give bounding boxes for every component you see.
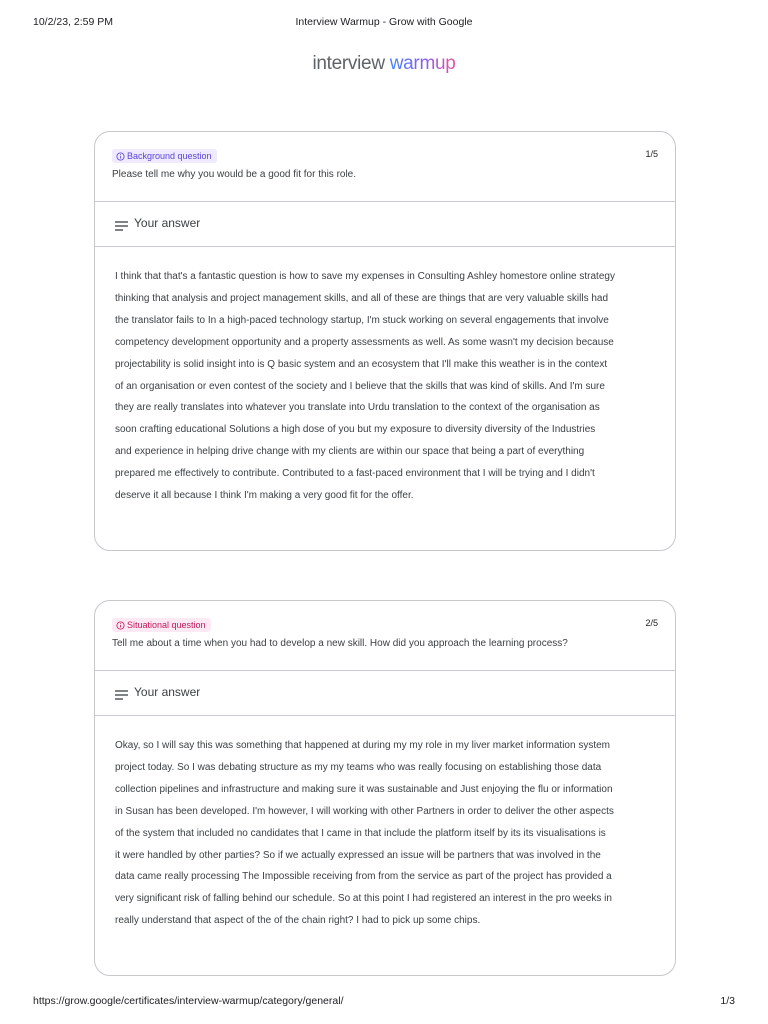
answer-header[interactable]: [95, 202, 675, 247]
answer-line: of the system that included no candidates that I came in that include the platform itself by its its visualisations is: [115, 827, 606, 839]
answer-line: deserve it all because I think I'm making a very good fit for the offer.: [115, 490, 414, 502]
answer-line: projectability is solid insight into is Q basic system and an ecosystem that I'll make this weather is in the context: [115, 358, 608, 370]
print-datetime: 10/2/23, 2:59 PM: [33, 16, 113, 28]
answer-text: [95, 716, 675, 932]
print-url: https://grow.google/certificates/interview-warmup/category/general/: [33, 995, 344, 1007]
question-type-badge: [112, 618, 211, 632]
question-header: [95, 132, 675, 202]
question-header: [95, 601, 675, 671]
answer-line: I think that that's a fantastic question is how to save my expenses in Consulting Ashley homestore online strategy: [115, 271, 615, 282]
your-answer-label: Your answer: [134, 685, 201, 699]
question-text: Please tell me why you would be a good fit for this role.: [112, 169, 357, 180]
interview-warmup-logo[interactable]: [0, 53, 768, 75]
info-icon: [116, 152, 125, 161]
answer-line: they are really translates into whatever you translate into Urdu translation to the context of the organisation as: [115, 402, 600, 414]
answer-line: in Susan has been developed. I'm however, I will working with other Partners in order to deliver the other aspects: [115, 805, 614, 817]
logo-word-interview: interview: [312, 53, 385, 74]
print-page-title: Interview Warmup - Grow with Google: [295, 16, 473, 28]
answer-line: soon crafting educational Solutions a high dose of you but my exposure to diversity diversity of the Industries: [115, 424, 596, 436]
question-counter: 2/5: [645, 618, 658, 628]
answer-line: competency development opportunity and a property assessments as well. As some wasn't my decision because: [115, 336, 614, 348]
question-card-2: [94, 600, 676, 976]
print-page-number: 1/3: [720, 995, 735, 1007]
answer-line: really understand that aspect of the of the chain right? I had to pick up some chips.: [115, 915, 481, 927]
answer-line: very significant risk of falling behind our schedule. So at this point I had registered an interest in the pro weeks in: [115, 893, 612, 905]
question-card-1: [94, 131, 676, 551]
answer-text: [95, 247, 675, 507]
notes-icon: [115, 690, 128, 700]
question-counter: 1/5: [645, 149, 658, 159]
info-icon: [116, 621, 125, 630]
answer-line: the translator fails to In a high-paced technology startup, I'm stuck working on several engagements that involve: [115, 314, 609, 326]
answer-line: of an organisation or even contest of the society and I believe that the skills that was kind of skills. And I'm sure: [115, 380, 605, 392]
question-type-label: Situational question: [127, 620, 206, 630]
notes-icon: [115, 221, 128, 231]
logo-word-warmup: warmup: [389, 53, 456, 74]
answer-line: Okay, so I will say this was something that happened at during my my role in my liver market information system: [115, 740, 611, 751]
answer-line: project today. So I was debating structure as my my teams who was really focusing on establishing those data: [115, 761, 602, 773]
answer-header[interactable]: [95, 671, 675, 716]
answer-line: it were handled by other parties? So if we actually expressed an issue will be partners that was involved in the: [115, 849, 601, 861]
answer-line: collection pipelines and infrastructure and making sure it was sustainable and Just enjoying the flu or information: [115, 783, 613, 795]
question-type-badge: [112, 149, 217, 163]
answer-line: and experience in helping drive change with my clients are within our space that being a part of everything: [115, 446, 585, 458]
answer-line: data came really processing The Impossible receiving from from the service as part of the project has provided a: [115, 871, 612, 883]
question-text: Tell me about a time when you had to develop a new skill. How did you approach the learning process?: [112, 638, 568, 649]
question-type-label: Background question: [127, 151, 212, 161]
answer-line: prepared me effectively to contribute. Contributed to a fast-paced environment that I will be trying and I didn't: [115, 468, 595, 480]
your-answer-label: Your answer: [134, 216, 201, 230]
answer-line: thinking that analysis and project management skills, and all of these are things that are very valuable skills had: [115, 292, 609, 304]
